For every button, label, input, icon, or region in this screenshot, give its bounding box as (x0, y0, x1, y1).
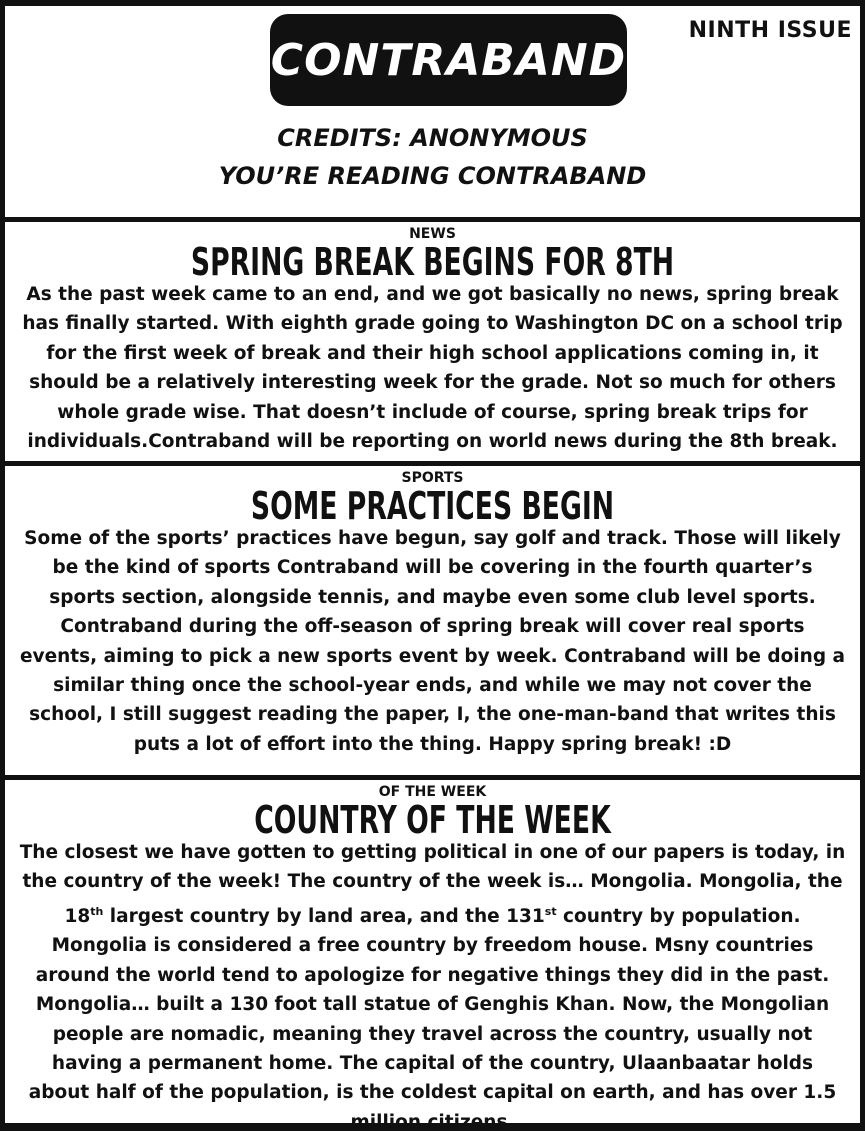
article-text: Some of the sports’ practices have begun, say golf and track. Those will likely be the kind of sports Contraband will be covering in the fourth quarter’s sports section, alongside tennis, and maybe even some club level sports. Contraband during the off-season of spring break will cover real sports events, aiming to pick a new sports event by week. Contraband will be doing a similar thing once the school-year ends, and while we may not cover the school, I still suggest reading the paper, I, the one-man-band that writes this puts a lot of effort into the thing. Happy spring break! :D (19, 528, 845, 755)
country-section (5, 780, 860, 1133)
sports-headline: SOME PRACTICES BEGIN (250, 484, 615, 528)
credits (5, 119, 860, 195)
country-article-body (5, 838, 860, 1137)
article-text-part: The closest we have gotten to getting political in one of our papers is today, in the country of the week! The country of the week is… Mongolia. Mongolia, the 18 (19, 842, 846, 927)
sports-section (5, 466, 860, 780)
section-kicker: NEWS (409, 226, 456, 242)
article-text-part: largest country by land area, and the 131 (103, 905, 545, 927)
section-kicker: SPORTS (401, 470, 464, 486)
news-section (5, 222, 860, 466)
masthead-title: CONTRABAND (270, 34, 627, 86)
news-article-body (5, 280, 860, 456)
section-kicker: OF THE WEEK (378, 784, 487, 800)
article-text: As the past week came to an end, and we got basically no news, spring break has finally started. With eighth grade going to Washington DC on a school trip for the first week of break and their high school applications coming in, it should be a relatively interesting week for the grade. Not so much for others whole grade wise. That doesn’t include of course, spring break trips for individuals.Contraband will be reporting on world news during the 8th break. (22, 284, 843, 453)
ordinal-suffix: th (90, 904, 104, 918)
issue-label: NINTH ISSUE (688, 18, 852, 43)
ordinal-suffix: st (544, 904, 557, 918)
masthead-title-box (270, 14, 627, 106)
sports-article-body (5, 524, 860, 759)
masthead (5, 6, 860, 222)
news-headline: SPRING BREAK BEGINS FOR 8TH (190, 240, 675, 284)
credits-line: CREDITS: ANONYMOUS (277, 124, 588, 152)
article-text (19, 838, 846, 1137)
country-headline: COUNTRY OF THE WEEK (254, 798, 611, 842)
tagline: YOU’RE READING CONTRABAND (218, 162, 647, 190)
article-text-part: country by population. Mongolia is considered a free country by freedom house. Msny countries around the world tend to apologize for negative things they did in the past. Mongolia… built a 130 foot tall statue of Genghis Khan. Now, the Mongolian people are nomadic, meaning they travel across the country, usually not having a permanent home. The capital of the country, Ulaanbaatar holds about half of the population, is the coldest capital on earth, and has over 1.5 million citizens. (28, 905, 837, 1133)
